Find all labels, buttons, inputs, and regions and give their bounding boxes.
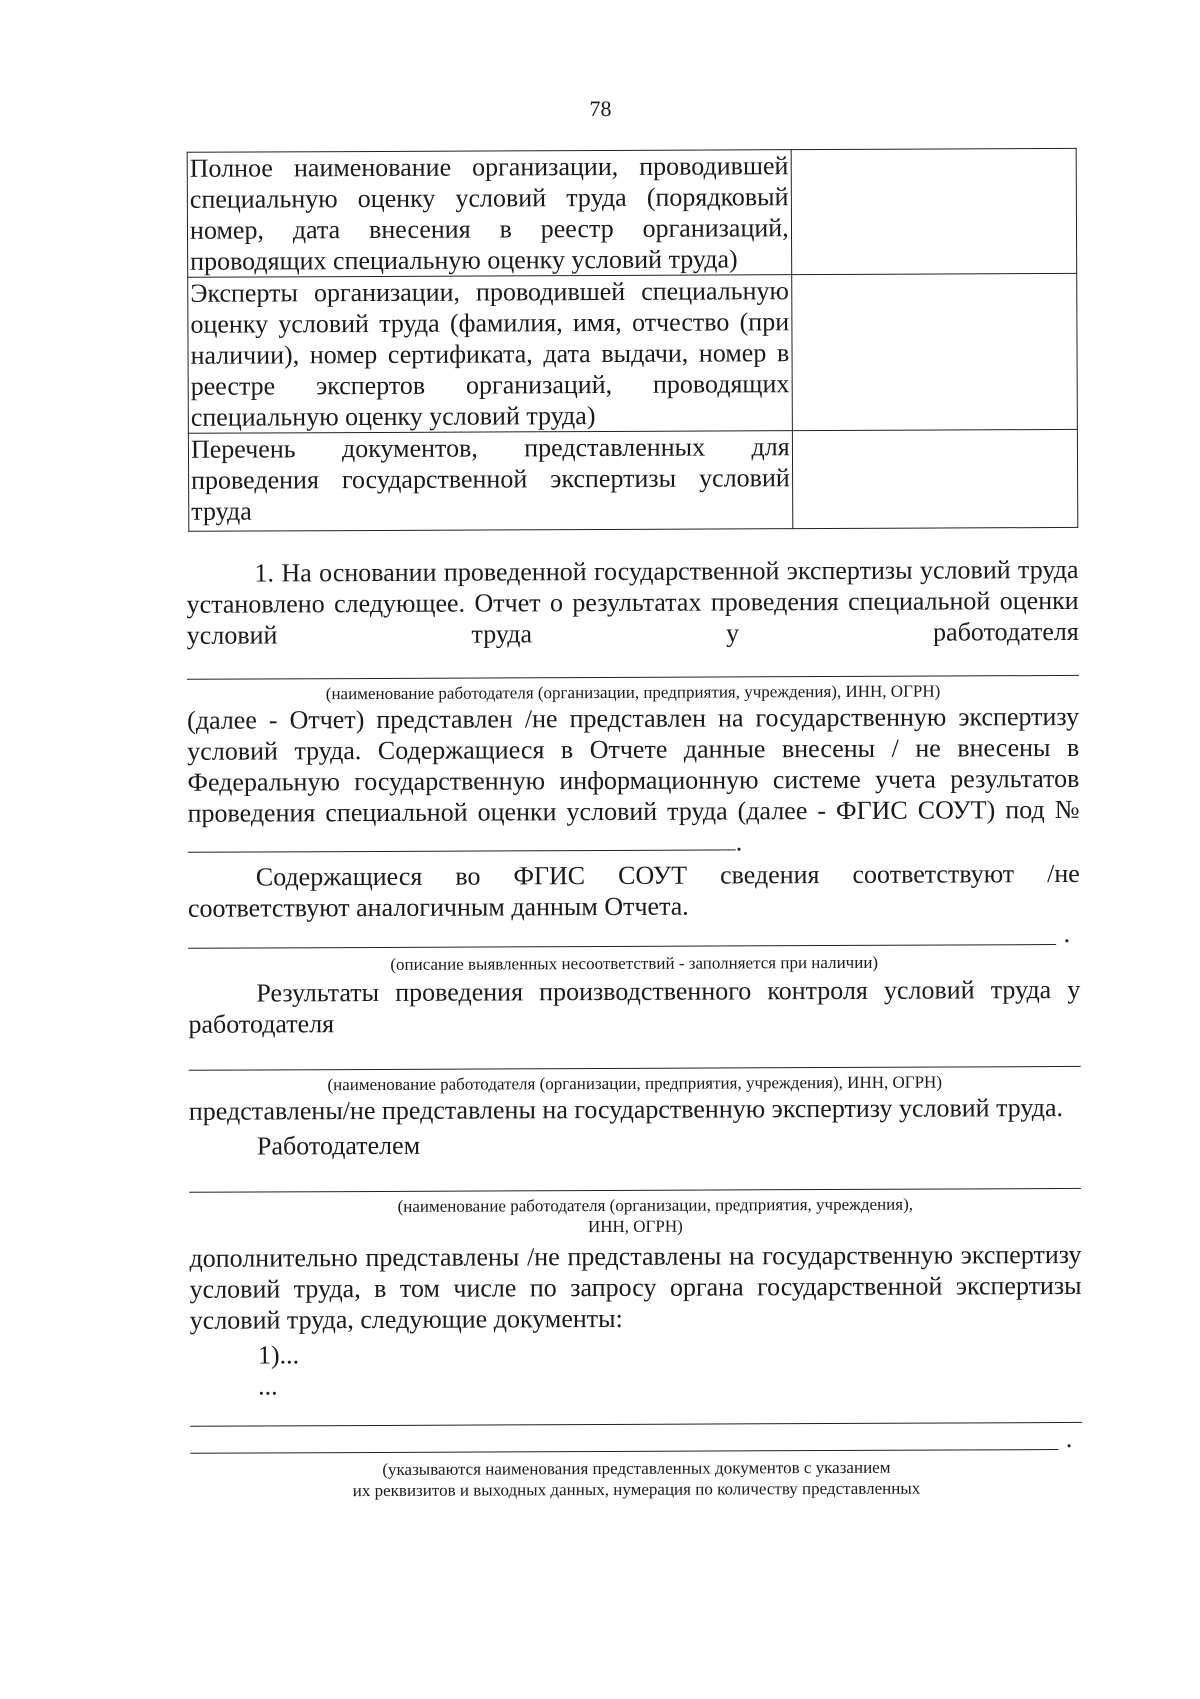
table-row-label: Полное наименование организации, проводившей специальную оценку условий труда (порядковый номер, дата внесения в реестр организаций, проводящих специальную оценку условий труда): [187, 150, 791, 278]
employer-caption-1: (наименование работодателя (организации, предприятия, учреждения), ИНН, ОГРН): [325, 681, 941, 704]
docs-caption-line-2: их реквизитов и выходных данных, нумерация по количеству представленных: [352, 1478, 921, 1501]
docs-blank-line-2[interactable]: [190, 1449, 1058, 1454]
table-row-label: Перечень документов, представленных для проведения государственной экспертизы условий труда: [188, 431, 792, 532]
expertise-info-table: [187, 148, 1079, 532]
section-1: [186, 554, 1082, 1502]
intro-paragraph: 1. На основании проведенной государственной экспертизы условий труда установлено следующее. Отчет о результатах проведения специальной оценки условий труда у работодателя: [186, 554, 1079, 650]
employer-caption-3-line-2: ИНН, ОГРН): [587, 1216, 683, 1237]
employer-blank-line-2[interactable]: [189, 1066, 1081, 1071]
doc-list-item-1: 1)...: [257, 1340, 300, 1370]
table-row: [188, 429, 1077, 531]
report-text: (далее - Отчет) представлен /не представлен на государственную экспертизу условий труда. Содержащиеся в Отчете данные внесены / не внесены в Федеральную государственную информационную системе учета результатов проведения специальной оценки условий труда (далее - ФГИС СОУТ) под №: [187, 701, 1080, 828]
employer-caption-2: (наименование работодателя (организации, предприятия, учреждения), ИНН, ОГРН): [327, 1072, 943, 1095]
docs-line-end-dot: .: [1065, 1423, 1073, 1453]
table-row: [188, 273, 1078, 433]
control-result-paragraph: представлены/не представлены на государственную экспертизу условий труда.: [188, 1092, 1064, 1126]
control-paragraph: Результаты проведения производственного контроля условий труда у работодателя: [188, 974, 1081, 1039]
employer-caption-3-line-1: (наименование работодателя (организации, предприятия, учреждения),: [397, 1194, 914, 1216]
discrepancies-blank-line[interactable]: [188, 944, 1056, 949]
docs-blank-line-1[interactable]: [190, 1422, 1082, 1427]
additional-docs-paragraph: дополнительно представлены /не представлены на государственную экспертизу условий труда, в том числе по запросу органа государственной экспертизы условий труда, следующие документы:: [189, 1239, 1082, 1335]
table-row-label: Эксперты организации, проводившей специальную оценку условий труда (фамилия, имя, отчество (при наличии), номер сертификата, дата выдачи, номер в реестре экспертов организаций, проводящих специальную оценку условий труда): [188, 275, 792, 434]
fgis-paragraph: Содержащиеся во ФГИС СОУТ сведения соответствуют /не соответствуют аналогичным данным Отчета.: [187, 858, 1080, 923]
employer-label: Работодателем: [256, 1130, 421, 1161]
line-end-dot: .: [1063, 918, 1071, 948]
discrepancies-caption: (описание выявленных несоответствий - заполняется при наличии): [390, 952, 879, 974]
discrepancies-line-wrap: [188, 918, 1071, 949]
doc-list-item-more: ...: [257, 1371, 278, 1401]
report-text-end: .: [735, 827, 743, 857]
table-row-value[interactable]: [792, 429, 1078, 528]
docs-line-wrap: [190, 1423, 1073, 1454]
table-row-value[interactable]: [791, 148, 1077, 274]
employer-blank-line-1[interactable]: [187, 675, 1079, 680]
table-row: [187, 148, 1077, 277]
report-paragraph: [187, 701, 1080, 860]
fgis-number-blank[interactable]: [188, 829, 736, 852]
docs-caption-line-1: (указываются наименования представленных документов с указанием: [382, 1457, 891, 1479]
table-row-value[interactable]: [791, 273, 1077, 430]
page-number: 78: [589, 95, 612, 122]
employer-blank-line-3[interactable]: [189, 1188, 1081, 1193]
